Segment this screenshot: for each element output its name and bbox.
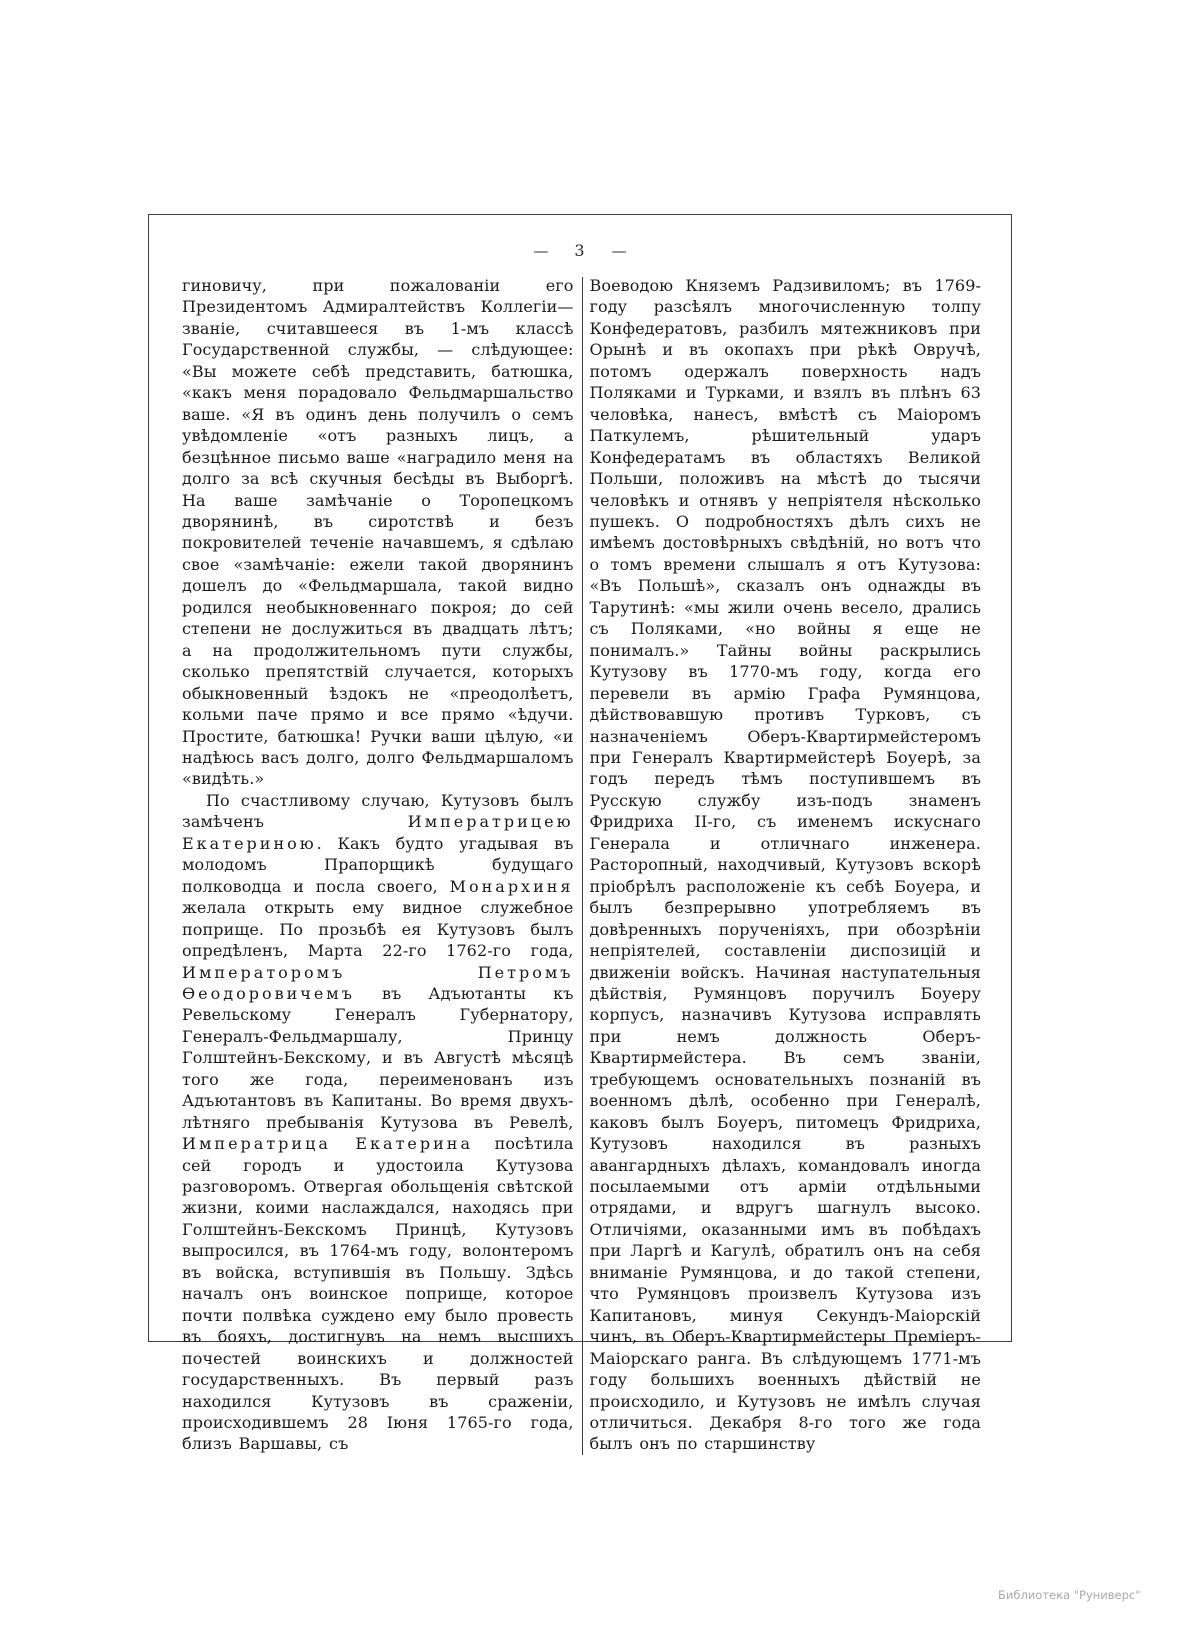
page-number: 3: [574, 241, 586, 260]
column-divider: [582, 277, 583, 1455]
header-dash-right: —: [611, 241, 627, 260]
right-column: [590, 275, 982, 1455]
text-columns: [182, 275, 981, 1455]
paragraph: Воеводою Княземъ Радзивиломъ; въ 1769-году разсѣялъ многочисленную толпу Конфедератовъ, разбилъ мятежниковъ при Орынѣ и въ окопахъ при рѣкѣ Овручѣ, потомъ одержалъ поверхность надъ Поляками и Турками, и взялъ въ плѣнъ 63 человѣка, нанесъ, вмѣстѣ съ Маіоромъ Паткулемъ, рѣшительный ударъ Конфедератамъ въ областяхъ Великой Польши, положивъ на мѣстѣ до тысячи человѣкъ и отнявъ у непріятеля нѣсколько пушекъ. О подробностяхъ дѣлъ сихъ не имѣемъ достовѣрныхъ свѣдѣній, но вотъ что о томъ времени слышалъ я отъ Кутузова: «Въ Польшѣ», сказалъ онъ однажды въ Тарутинѣ: «мы жили очень весело, дрались съ Поляками, «но войны я еще не понималъ.» Тайны войны раскрылись Кутузову въ 1770-мъ году, когда его перевели въ армію Графа Румянцова, дѣйствовавшую противъ Турковъ, съ назначеніемъ Оберъ-Квартирмейстеромъ при Генералъ Квартирмейстерѣ Боуерѣ, за годъ передъ тѣмъ поступившемъ въ Русскую службу изъ-подъ знаменъ Фридриха II-го, съ именемъ искуснаго Генерала и отличнаго инженера. Расторопный, находчивый, Кутузовъ вскорѣ пріобрѣлъ расположеніе къ себѣ Боуера, и былъ безпрерывно употребляемъ въ довѣренныхъ порученіяхъ, при обозрѣніи непріятелей, составленіи диспозицій и движеніи войскъ. Начиная наступательныя дѣйствія, Румянцовъ поручилъ Боуеру корпусъ, назначивъ Кутузова исправлять при немъ должность Оберъ-Квартирмейстера. Въ семъ званіи, требующемъ основательныхъ познаній въ военномъ дѣлѣ, особенно при Генералѣ, каковъ былъ Боуеръ, питомецъ Фридриха, Кутузовъ находился въ разныхъ авангардныхъ дѣлахъ, командовалъ иногда посылаемыми отъ арміи отдѣльными отрядами, и вдругъ шагнулъ высоко. Отличіями, оказанными имъ въ побѣдахъ при Ларгѣ и Кагулѣ, обратилъ онъ на себя вниманіе Румянцова, и до такой степени, что Румянцовъ произвелъ Кутузова изъ Капитановъ, минуя Секундъ-Маіорскій чинъ, въ Оберъ-Квартирмейстеры Преміеръ-Маіорскаго ранга. Въ слѣдующемъ 1771-мъ году большихъ военныхъ дѣйствій не происходило, и Кутузовъ не имѣлъ случая отличиться. Декабря 8-го того же года былъ онъ по старшинству: [589, 276, 981, 1454]
page-header: [149, 241, 1011, 260]
paragraph: гиновичу, при пожалованіи его Президентомъ Адмиралтействъ Коллегіи—званіе, считавшееся въ 1-мъ классѣ Государственной службы, — слѣдующее: «Вы можете себѣ представить, батюшка, «какъ меня порадовало Фельдмаршальство ваше. «Я въ одинъ день получилъ о семъ увѣдомленіе «отъ разныхъ лицъ, а безцѣнное письмо ваше «наградило меня на долго за всѣ скучныя бесѣды въ Выборгѣ. На ваше замѣчаніе о Торопецкомъ дворянинѣ, въ сиротствѣ и безъ покровителей теченіе начавшемъ, я сдѣлаю свое «замѣчаніе: ежели такой дворянинъ дошелъ до «Фельдмаршала, такой видно родился необыкновеннаго покроя; до сей степени не дослужиться въ двадцать лѣтъ; а на продолжительномъ пути службы, сколько препятствій случается, которыхъ обыкновенный ѣздокъ не «преодолѣетъ, кольми паче прямо и все прямо «ѣдучи. Простите, батюшка! Ручки ваши цѣлую, «и надѣюсь васъ долго, долго Фельдмаршаломъ «видѣть.»: [182, 276, 574, 789]
header-dash-left: —: [533, 241, 549, 260]
page-frame: [148, 214, 1012, 1454]
left-column: [182, 275, 574, 1455]
paragraph: По счастливому случаю, Кутузовъ былъ замѣченъ Императрицею Екатериною. Какъ будто угадывая въ молодомъ Прапорщикѣ будущаго полководца и посла своего, Монархиня желала открыть ему видное служебное поприще. По прозьбѣ ея Кутузовъ былъ опредѣленъ, Марта 22-го 1762-го года, Императоромъ Петромъ Ѳеодоровичемъ въ Адъютанты къ Ревельскому Генералъ Губернатору, Генералъ-Фельдмаршалу, Принцу Голштейнъ-Бекскому, и въ Августѣ мѣсяцѣ того же года, переименованъ изъ Адъютантовъ въ Капитаны. Во время двухъ-лѣтняго пребыванія Кутузова въ Ревелѣ, Императрица Екатерина посѣтила сей городъ и удостоила Кутузова разговоромъ. Отвергая обольщенія свѣтской жизни, коими наслаждался, находясь при Голштейнъ-Бекскомъ Принцѣ, Кутузовъ выпросился, въ 1764-мъ году, волонтеромъ въ войска, вступившія въ Польшу. Здѣсь началъ онъ воинское поприще, которое почти полвѣка суждено ему было провесть въ бояхъ, достигнувъ на немъ высшихъ почестей воинскихъ и должностей государственныхъ. Въ первый разъ находился Кутузовъ въ сраженіи, происходившемъ 28 Іюня 1765-го года, близъ Варшавы, съ: [182, 790, 574, 1454]
watermark: Библиотека "Руниверс": [998, 1588, 1141, 1602]
